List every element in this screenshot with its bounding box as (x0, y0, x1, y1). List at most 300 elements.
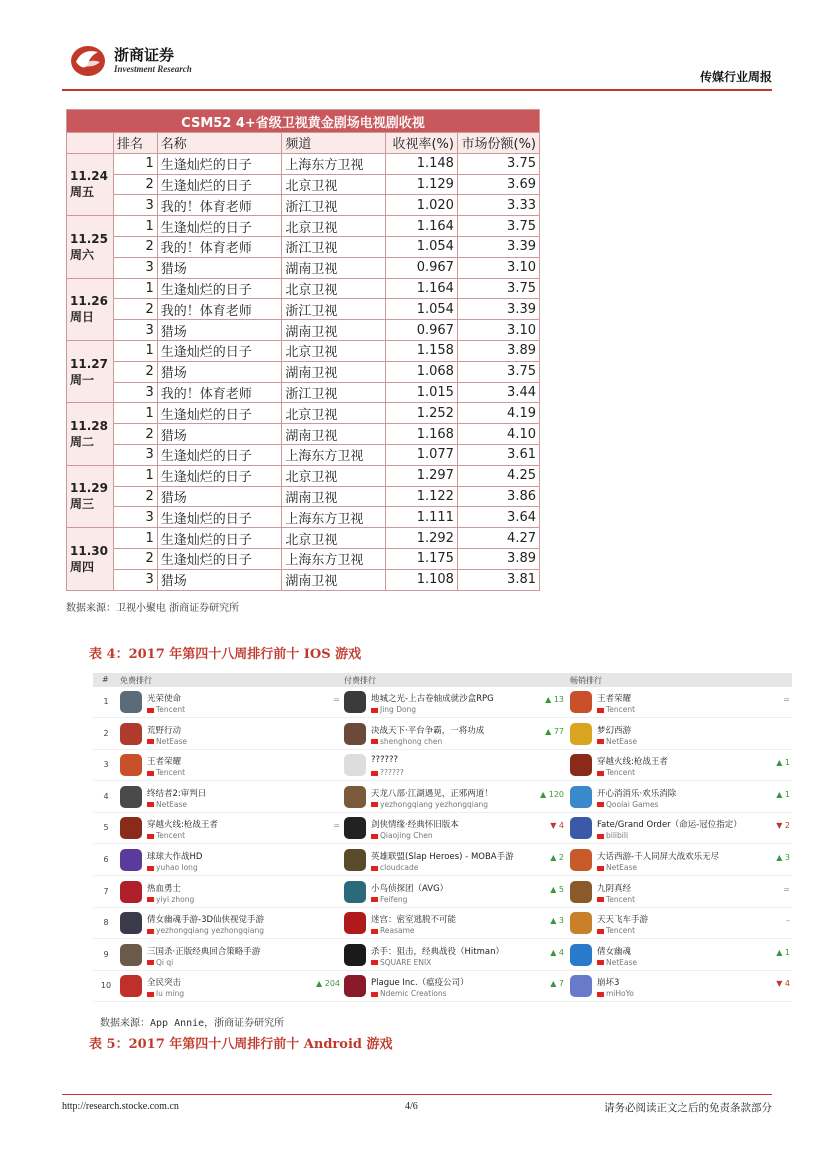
app-name[interactable]: Fate/Grand Order（命运-冠位指定） (597, 820, 742, 831)
rank-cell: 2 (113, 299, 157, 320)
share-cell: 3.10 (457, 320, 539, 341)
app-name[interactable]: 天龙八部·江湖遇见，正邪两道！ (371, 788, 493, 799)
rating-cell: 1.020 (386, 195, 458, 216)
app-icon[interactable] (344, 691, 366, 713)
table-row (67, 195, 540, 216)
weekday-label: 周四 (70, 559, 95, 574)
share-cell: 3.75 (457, 361, 539, 382)
show-name-cell: 猎场 (157, 569, 282, 590)
china-flag-icon (371, 866, 378, 871)
app-name[interactable]: 王者荣耀 (597, 694, 632, 704)
china-flag-icon (371, 739, 378, 744)
rank-change: ▲ 204 (316, 979, 340, 989)
app-entry-paid[interactable] (344, 784, 570, 812)
rating-cell: 1.148 (386, 153, 458, 174)
logo-icon (68, 42, 108, 78)
china-flag-icon (597, 739, 604, 744)
app-publisher (147, 737, 187, 746)
china-flag-icon (147, 929, 154, 934)
app-icon[interactable] (570, 723, 592, 745)
rank-cell: 3 (113, 507, 157, 528)
rank-change: ▲ 3 (550, 916, 564, 926)
app-entry-grossing[interactable] (570, 752, 796, 780)
rating-cell: 1.297 (386, 465, 458, 486)
china-flag-icon (147, 739, 154, 744)
date-label: 11.24 (70, 169, 108, 184)
table-row (67, 361, 540, 382)
publisher-name: Jing Dong (380, 705, 417, 714)
publisher-name: Tencent (606, 705, 636, 714)
app-icon[interactable] (570, 975, 592, 997)
share-cell: 3.75 (457, 153, 539, 174)
app-icon[interactable] (344, 754, 366, 776)
app-entry-free[interactable] (120, 847, 346, 875)
rating-cell: 1.108 (386, 569, 458, 590)
ranking-row (93, 877, 792, 908)
table-row (67, 278, 540, 299)
app-entry-free[interactable] (120, 689, 346, 717)
show-name-cell: 生逢灿烂的日子 (157, 548, 282, 569)
app-entry-paid[interactable] (344, 752, 570, 780)
date-label: 11.26 (70, 294, 108, 309)
app-name[interactable]: 崩坏3 (597, 978, 620, 989)
app-name[interactable]: 决战天下·平台争霸，一将功成 (371, 725, 485, 736)
app-name[interactable]: 开心消消乐·欢乐消除 (597, 788, 677, 799)
show-name-cell: 生逢灿烂的日子 (157, 444, 282, 465)
china-flag-icon (597, 929, 604, 934)
publisher-name: NetEase (606, 957, 638, 967)
table-row (67, 236, 540, 257)
publisher-name: yiyi zhong (156, 894, 195, 904)
app-icon[interactable] (344, 817, 366, 839)
tv-ratings-table (66, 109, 540, 591)
app-entry-free[interactable] (120, 910, 346, 938)
app-name[interactable]: 穿越火线:枪战王者 (147, 820, 218, 831)
date-label: 11.30 (70, 543, 108, 558)
publisher-name: NetEase (156, 736, 188, 746)
app-name[interactable]: 球球大作战HD (147, 852, 203, 862)
app-icon[interactable] (344, 786, 366, 808)
share-cell: 4.25 (457, 465, 539, 486)
share-cell: 3.39 (457, 299, 539, 320)
app-entry-grossing[interactable] (570, 973, 796, 1001)
col-paid-header: 付费排行 (344, 676, 376, 685)
rank-number: 2 (103, 728, 109, 738)
share-cell: 3.75 (457, 278, 539, 299)
app-icon[interactable] (120, 975, 142, 997)
show-name-cell: 猎场 (157, 361, 282, 382)
rank-cell: 3 (113, 195, 157, 216)
app-icon[interactable] (570, 754, 592, 776)
app-icon[interactable] (344, 881, 366, 903)
share-cell: 4.19 (457, 403, 539, 424)
app-icon[interactable] (570, 881, 592, 903)
show-name-cell: 生逢灿烂的日子 (157, 340, 282, 361)
show-name-cell: 生逢灿烂的日子 (157, 507, 282, 528)
share-cell: 3.75 (457, 216, 539, 237)
ranking-row (93, 908, 792, 939)
app-entry-free[interactable] (120, 815, 346, 843)
table-row (67, 465, 540, 486)
app-icon[interactable] (570, 849, 592, 871)
rank-cell: 2 (113, 174, 157, 195)
publisher-name: NetEase (156, 799, 188, 809)
app-publisher (371, 989, 447, 998)
app-publisher (147, 989, 184, 998)
show-name-cell: 猎场 (157, 320, 282, 341)
china-flag-icon (147, 992, 154, 997)
rank-change: = (333, 695, 340, 704)
app-name[interactable]: 天天飞车手游 (597, 915, 649, 926)
channel-cell: 浙江卫视 (282, 299, 386, 320)
app-name[interactable]: 倩女幽魂 (597, 946, 632, 957)
ranking-row (93, 687, 792, 718)
date-cell (67, 465, 114, 527)
table-row (67, 548, 540, 569)
app-name[interactable]: 迷宫：密室逃脱不可能 (371, 915, 457, 926)
share-cell: 3.64 (457, 507, 539, 528)
rating-cell: 1.164 (386, 216, 458, 237)
publisher-name: Tencent (156, 705, 186, 714)
china-flag-icon (597, 802, 604, 807)
channel-cell: 湖南卫视 (282, 361, 386, 382)
share-cell: 3.86 (457, 486, 539, 507)
table-row (67, 569, 540, 590)
table-row (67, 257, 540, 278)
app-entry-grossing[interactable] (570, 847, 796, 875)
rank-cell: 2 (113, 361, 157, 382)
app-entry-paid[interactable] (344, 973, 570, 1001)
app-publisher (147, 800, 187, 809)
app-name[interactable]: 倩女幽魂手游-3D仙侠视觉手游 (147, 915, 265, 926)
publisher-name: SQUARE ENIX (380, 957, 432, 967)
date-cell (67, 153, 114, 215)
rank-change: ▼ 4 (776, 979, 790, 989)
channel-cell: 北京卫视 (282, 216, 386, 237)
china-flag-icon (597, 897, 604, 902)
app-entry-free[interactable] (120, 721, 346, 749)
channel-cell: 北京卫视 (282, 278, 386, 299)
show-name-cell: 猎场 (157, 424, 282, 445)
table-row (67, 320, 540, 341)
channel-cell: 湖南卫视 (282, 569, 386, 590)
app-publisher (371, 737, 442, 746)
rank-cell: 2 (113, 486, 157, 507)
app-publisher (147, 705, 185, 714)
channel-cell: 北京卫视 (282, 403, 386, 424)
show-name-cell: 生逢灿烂的日子 (157, 403, 282, 424)
ranking-row (93, 782, 792, 813)
rank-cell: 2 (113, 236, 157, 257)
rank-number: 7 (103, 886, 109, 896)
app-icon[interactable] (344, 723, 366, 745)
china-flag-icon (147, 897, 154, 902)
column-header: 收视率(%) (386, 133, 458, 154)
show-name-cell: 猎场 (157, 486, 282, 507)
date-cell (67, 403, 114, 465)
app-icon[interactable] (120, 691, 142, 713)
show-name-cell: 生逢灿烂的日子 (157, 216, 282, 237)
app-name[interactable]: 九阴真经 (597, 883, 632, 894)
app-name[interactable]: 大话西游-千人同屏大战欢乐无尽 (597, 852, 720, 862)
app-entry-grossing[interactable] (570, 815, 796, 843)
app-name[interactable]: 荒野行动 (147, 725, 182, 736)
app-entry-paid[interactable] (344, 879, 570, 907)
app-name[interactable]: 地城之光-上古卷轴成就沙盒RPG (371, 694, 494, 704)
table-title-row (67, 110, 540, 133)
footer-disclaimer: 请务必阅读正文之后的免责条款部分 (604, 1102, 772, 1114)
rank-cell: 1 (113, 528, 157, 549)
app-name[interactable]: 穿越火线:枪战王者 (597, 757, 668, 768)
app-entry-grossing[interactable] (570, 689, 796, 717)
rating-cell: 1.077 (386, 444, 458, 465)
china-flag-icon (371, 708, 378, 713)
app-publisher (371, 926, 415, 935)
app-entry-paid[interactable] (344, 942, 570, 970)
channel-cell: 北京卫视 (282, 340, 386, 361)
share-cell: 3.89 (457, 548, 539, 569)
rank-number: 6 (103, 855, 109, 864)
publisher-name: ?????? (380, 768, 404, 778)
date-label: 11.28 (70, 419, 108, 434)
app-name[interactable]: 小鸟侦探团（AVG） (371, 883, 449, 894)
table-row (67, 528, 540, 549)
logo-text-en: Investment Research (114, 64, 192, 74)
channel-cell: 浙江卫视 (282, 236, 386, 257)
rank-change: = (783, 695, 790, 704)
app-name[interactable]: 英雄联盟(Slap Heroes) - MOBA手游 (371, 852, 514, 862)
app-publisher (371, 705, 416, 714)
rank-cell: 3 (113, 569, 157, 590)
app-publisher (597, 705, 635, 714)
weekday-label: 周日 (70, 310, 95, 325)
table-row (67, 340, 540, 361)
channel-cell: 北京卫视 (282, 528, 386, 549)
publisher-name: NetEase (606, 863, 638, 872)
app-entry-free[interactable] (120, 973, 346, 1001)
app-icon[interactable] (120, 754, 142, 776)
app-icon[interactable] (344, 944, 366, 966)
app-icon[interactable] (120, 723, 142, 745)
app-entry-paid[interactable] (344, 910, 570, 938)
app-icon[interactable] (570, 912, 592, 934)
table-row (67, 216, 540, 237)
app-publisher (597, 800, 658, 809)
app-icon[interactable] (120, 849, 142, 871)
china-flag-icon (147, 708, 154, 713)
publisher-name: Qoolai Games (606, 799, 659, 809)
app-publisher (371, 800, 488, 809)
rank-number: 10 (100, 981, 112, 991)
app-entry-free[interactable] (120, 784, 346, 812)
date-cell (67, 278, 114, 340)
rank-change: ▲ 120 (540, 789, 564, 799)
app-entry-grossing[interactable] (570, 910, 796, 938)
app-publisher (147, 831, 185, 840)
share-cell: 3.81 (457, 569, 539, 590)
app-icon[interactable] (120, 817, 142, 839)
show-name-cell: 生逢灿烂的日子 (157, 278, 282, 299)
app-name[interactable]: 王者荣耀 (147, 757, 182, 768)
china-flag-icon (371, 960, 378, 965)
table-row (67, 507, 540, 528)
weekday-label: 周三 (70, 497, 95, 512)
china-flag-icon (597, 960, 604, 965)
rank-cell: 1 (113, 465, 157, 486)
weekday-label: 周六 (70, 247, 95, 262)
channel-cell: 湖南卫视 (282, 424, 386, 445)
channel-cell: 北京卫视 (282, 465, 386, 486)
app-entry-grossing[interactable] (570, 942, 796, 970)
show-name-cell: 我的！体育老师 (157, 195, 282, 216)
channel-cell: 浙江卫视 (282, 195, 386, 216)
app-name[interactable]: Plague Inc.（瘟疫公司） (371, 978, 469, 989)
channel-cell: 上海东方卫视 (282, 548, 386, 569)
app-publisher (597, 989, 634, 998)
app-icon[interactable] (570, 786, 592, 808)
app-icon[interactable] (120, 786, 142, 808)
rank-change: ▲ 1 (776, 758, 790, 768)
app-name[interactable]: 梦幻西游 (597, 725, 632, 736)
publisher-name: bilibili (606, 831, 629, 841)
rank-number: 1 (103, 697, 109, 706)
column-header: 名称 (157, 133, 282, 154)
col-free-header: 免费排行 (120, 676, 152, 685)
rank-change: = (783, 884, 790, 894)
rank-change: ▲ 5 (550, 884, 564, 894)
table5-title: 表 5：2017 年第四十八周排行前十 Android 游戏 (89, 1037, 393, 1052)
share-cell: 4.10 (457, 424, 539, 445)
app-publisher (371, 958, 431, 967)
footer-url[interactable]: http://research.stocke.com.cn (62, 1101, 179, 1112)
rank-cell: 1 (113, 216, 157, 237)
rank-cell: 3 (113, 382, 157, 403)
app-entry-free[interactable] (120, 942, 346, 970)
logo-text-cn: 浙商证券 (114, 46, 175, 64)
channel-cell: 北京卫视 (282, 174, 386, 195)
show-name-cell: 我的！体育老师 (157, 382, 282, 403)
rating-cell: 1.054 (386, 236, 458, 257)
table-row (67, 382, 540, 403)
ios-game-ranking (93, 673, 792, 1003)
show-name-cell: 生逢灿烂的日子 (157, 174, 282, 195)
app-entry-paid[interactable] (344, 689, 570, 717)
rank-change: = (333, 821, 340, 831)
app-name[interactable]: 光荣使命 (147, 694, 182, 704)
table-row (67, 486, 540, 507)
app-publisher (597, 895, 635, 904)
app-entry-paid[interactable] (344, 721, 570, 749)
publisher-name: Qiaojing Chen (380, 831, 433, 841)
publisher-name: Reasame (380, 926, 415, 936)
column-header: 市场份额(%) (457, 133, 539, 154)
share-cell: 3.61 (457, 444, 539, 465)
share-cell: 3.69 (457, 174, 539, 195)
share-cell: 4.27 (457, 528, 539, 549)
app-icon[interactable] (120, 912, 142, 934)
app-icon[interactable] (120, 944, 142, 966)
table-title: CSM52 4+省级卫视黄金剧场电视剧收视 (67, 110, 540, 133)
share-cell: 3.89 (457, 340, 539, 361)
rating-cell: 0.967 (386, 320, 458, 341)
weekday-label: 周一 (70, 372, 95, 387)
publisher-name: lu ming (156, 989, 185, 999)
publisher-name: yezhongqiang yezhongqiang (156, 926, 264, 936)
rank-change: ▲ 1 (776, 789, 790, 799)
channel-cell: 上海东方卫视 (282, 507, 386, 528)
app-name[interactable]: 热血勇士 (147, 883, 182, 894)
rank-cell: 1 (113, 403, 157, 424)
ios-ranking-header (93, 673, 792, 687)
channel-cell: 湖南卫视 (282, 257, 386, 278)
china-flag-icon (371, 834, 378, 839)
app-icon[interactable] (120, 881, 142, 903)
app-icon[interactable] (344, 975, 366, 997)
rank-change: ▲ 13 (545, 695, 564, 704)
app-name[interactable]: 三国杀·正版经典回合策略手游 (147, 946, 261, 957)
app-publisher (371, 768, 404, 777)
rating-cell: 1.158 (386, 340, 458, 361)
app-entry-grossing[interactable] (570, 721, 796, 749)
app-icon[interactable] (570, 817, 592, 839)
column-header: 排名 (113, 133, 157, 154)
app-icon[interactable] (344, 849, 366, 871)
app-name[interactable]: 终结者2:审判日 (147, 788, 207, 799)
app-entry-grossing[interactable] (570, 879, 796, 907)
publisher-name: Tencent (606, 768, 636, 778)
share-cell: 3.33 (457, 195, 539, 216)
china-flag-icon (597, 992, 604, 997)
app-entry-free[interactable] (120, 879, 346, 907)
publisher-name: Tencent (156, 768, 186, 778)
publisher-name: Qi qi (156, 957, 174, 967)
publisher-name: miHoYo (606, 989, 634, 999)
app-entry-grossing[interactable] (570, 784, 796, 812)
ranking-row (93, 813, 792, 844)
app-name[interactable]: 剑侠情缘·经典怀旧版本 (371, 820, 459, 831)
table-row (67, 424, 540, 445)
app-name[interactable]: ?????? (371, 755, 399, 766)
app-icon[interactable] (570, 944, 592, 966)
rank-cell: 1 (113, 340, 157, 361)
app-publisher (371, 831, 433, 840)
china-flag-icon (371, 992, 378, 997)
app-name[interactable]: 全民突击 (147, 978, 182, 989)
rating-cell: 1.168 (386, 424, 458, 445)
app-icon[interactable] (570, 691, 592, 713)
rank-number: 4 (103, 791, 109, 801)
publisher-name: Feifeng (380, 894, 408, 904)
app-entry-paid[interactable] (344, 847, 570, 875)
channel-cell: 上海东方卫视 (282, 444, 386, 465)
rank-change: ▲ 77 (545, 726, 564, 736)
china-flag-icon (597, 866, 604, 871)
app-name[interactable]: 杀手：狙击，经典战役（Hitman） (371, 946, 504, 957)
col-grossing-header: 畅销排行 (570, 676, 602, 685)
rank-cell: 3 (113, 320, 157, 341)
rating-cell: 1.129 (386, 174, 458, 195)
ios-source: 数据来源：App Annie，浙商证券研究所 (100, 1018, 285, 1029)
ranking-row (93, 750, 792, 781)
weekday-label: 周二 (70, 435, 95, 450)
china-flag-icon (371, 897, 378, 902)
date-cell (67, 340, 114, 402)
rank-change: ▲ 1 (776, 947, 790, 957)
app-entry-paid[interactable] (344, 815, 570, 843)
app-icon[interactable] (344, 912, 366, 934)
table-source: 数据来源：卫视小聚电 浙商证券研究所 (66, 603, 240, 614)
app-entry-free[interactable] (120, 752, 346, 780)
